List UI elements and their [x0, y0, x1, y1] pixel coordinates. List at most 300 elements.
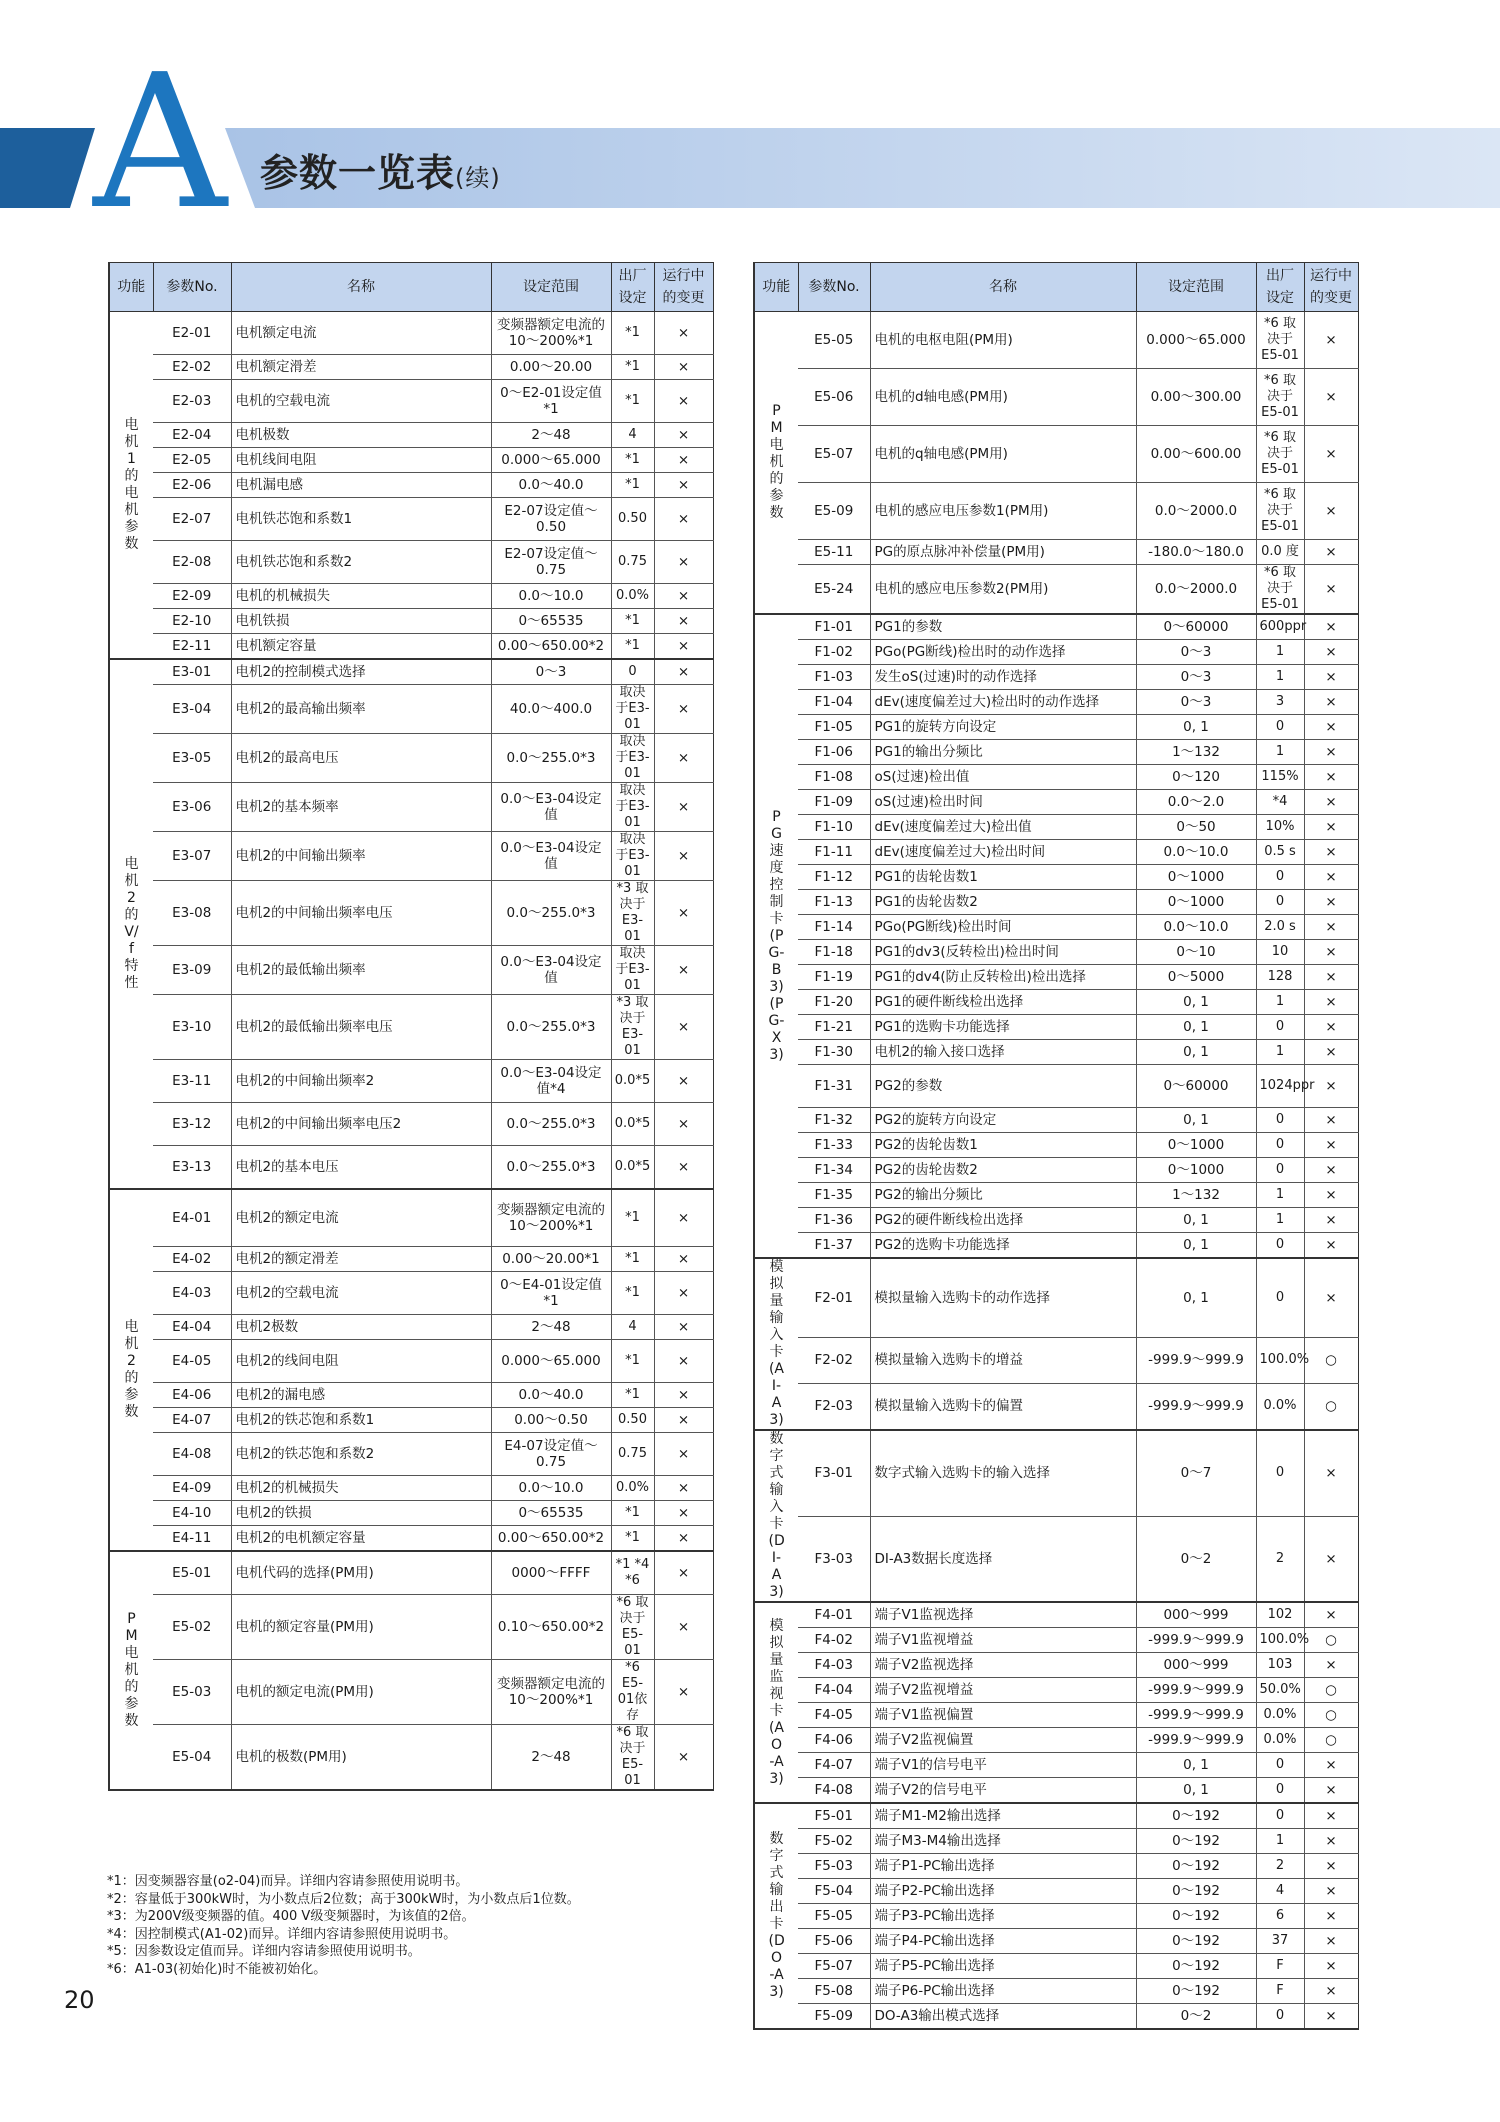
param-default: *1 — [611, 1272, 654, 1315]
param-range: 0.00～20.00 — [491, 355, 611, 380]
param-run-change: × — [1304, 2004, 1358, 2030]
table-row — [109, 685, 713, 734]
param-range: 0.0～40.0 — [491, 1383, 611, 1408]
param-range: 0～60000 — [1136, 614, 1256, 640]
param-run-change: × — [654, 1660, 713, 1725]
param-default: 50.0% — [1256, 1678, 1304, 1703]
param-run-change: × — [1304, 1040, 1358, 1065]
param-run-change: × — [1304, 1803, 1358, 1829]
param-code: E4-06 — [153, 1383, 231, 1408]
table-row — [109, 355, 713, 380]
param-run-change: × — [654, 1408, 713, 1433]
param-range: 0～65535 — [491, 609, 611, 634]
param-range: 0.00～650.00*2 — [491, 1526, 611, 1552]
param-range: 0～E2-01设定值*1 — [491, 380, 611, 423]
param-default: 0 — [1256, 1158, 1304, 1183]
table-row — [109, 1340, 713, 1383]
param-name: 电机2的中间输出频率电压 — [231, 881, 491, 946]
param-range: 0.0～255.0*3 — [491, 734, 611, 783]
table-row — [754, 890, 1358, 915]
param-run-change: × — [1304, 565, 1358, 615]
param-name: 端子P5-PC输出选择 — [870, 1954, 1136, 1979]
col-name: 名称 — [870, 263, 1136, 312]
param-default: 0 — [1256, 1258, 1304, 1338]
table-row — [109, 1315, 713, 1340]
param-code: E3-06 — [153, 783, 231, 832]
param-code: F1-10 — [798, 815, 870, 840]
param-name: 电机额定电流 — [231, 312, 491, 355]
footnote: *6：A1-03(初始化)时不能被初始化。 — [107, 1961, 327, 1977]
param-code: E5-04 — [153, 1725, 231, 1791]
param-code: E3-07 — [153, 832, 231, 881]
param-code: F5-06 — [798, 1929, 870, 1954]
param-name: 电机的感应电压参数2(PM用) — [870, 565, 1136, 615]
param-name: oS(过速)检出时间 — [870, 790, 1136, 815]
param-run-change: × — [1304, 1108, 1358, 1133]
param-code: F1-09 — [798, 790, 870, 815]
param-range: 0, 1 — [1136, 1108, 1256, 1133]
table-row — [754, 740, 1358, 765]
param-range: 0.00～20.00*1 — [491, 1247, 611, 1272]
footnote: *2：容量低于300kW时，为小数点后2位数；高于300kW时，为小数点后1位数。 — [107, 1891, 580, 1907]
param-default: 1024ppr — [1256, 1065, 1304, 1108]
table-row — [754, 865, 1358, 890]
param-code: E4-02 — [153, 1247, 231, 1272]
param-default: 0.0*5 — [611, 1146, 654, 1190]
table-row — [754, 965, 1358, 990]
param-name: PG2的参数 — [870, 1065, 1136, 1108]
param-range: 0～65535 — [491, 1501, 611, 1526]
table-row — [109, 995, 713, 1060]
param-run-change: × — [1304, 690, 1358, 715]
param-default: 0.5 s — [1256, 840, 1304, 865]
param-run-change: × — [1304, 1158, 1358, 1183]
param-name: 电机2的控制模式选择 — [231, 659, 491, 685]
param-range: 0.0～10.0 — [1136, 915, 1256, 940]
param-code: F1-14 — [798, 915, 870, 940]
param-run-change: ○ — [1304, 1728, 1358, 1753]
page-title — [260, 142, 501, 197]
param-default: 10 — [1256, 940, 1304, 965]
param-default: *3 取决于E3-01 — [611, 995, 654, 1060]
param-name: PG1的齿轮齿数1 — [870, 865, 1136, 890]
param-default: *6 取决于E5-01 — [1256, 565, 1304, 615]
param-range: 1～132 — [1136, 1183, 1256, 1208]
table-row — [754, 1979, 1358, 2004]
param-name: PGo(PG断线)检出时的动作选择 — [870, 640, 1136, 665]
table-row — [754, 1208, 1358, 1233]
param-name: 端子P3-PC输出选择 — [870, 1904, 1136, 1929]
param-run-change: × — [1304, 1778, 1358, 1804]
param-name: 电机2的空载电流 — [231, 1272, 491, 1315]
param-code: F5-04 — [798, 1879, 870, 1904]
param-code: F1-11 — [798, 840, 870, 865]
param-name: 端子M3-M4输出选择 — [870, 1829, 1136, 1854]
param-name: 电机铁芯饱和系数1 — [231, 498, 491, 541]
param-run-change: × — [1304, 540, 1358, 565]
param-name: DI-A3数据长度选择 — [870, 1516, 1136, 1602]
param-run-change: × — [1304, 1516, 1358, 1602]
param-range: 0.10～650.00*2 — [491, 1595, 611, 1660]
param-range: -999.9～999.9 — [1136, 1703, 1256, 1728]
table-row — [109, 1526, 713, 1552]
table-row — [109, 1551, 713, 1595]
param-name: PG2的齿轮齿数1 — [870, 1133, 1136, 1158]
param-default: *1 — [611, 1383, 654, 1408]
param-name: 模拟量输入选购卡的偏置 — [870, 1383, 1136, 1430]
param-name: 电机2的额定滑差 — [231, 1247, 491, 1272]
param-range: 000～999 — [1136, 1602, 1256, 1628]
table-row — [109, 1247, 713, 1272]
param-range: -999.9～999.9 — [1136, 1628, 1256, 1653]
param-default: *1 — [611, 1340, 654, 1383]
param-range: 1～132 — [1136, 740, 1256, 765]
footnote: *1：因变频器容量(o2-04)而异。详细内容请参照使用说明书。 — [107, 1874, 469, 1889]
param-default: 2 — [1256, 1854, 1304, 1879]
param-code: F4-05 — [798, 1703, 870, 1728]
param-default: F — [1256, 1979, 1304, 2004]
param-code: F1-18 — [798, 940, 870, 965]
function-group-label — [109, 659, 153, 1189]
col-default: 出厂 设定 — [611, 263, 654, 312]
param-name: 端子V2监视偏置 — [870, 1728, 1136, 1753]
param-code: E5-05 — [798, 312, 870, 369]
param-run-change: × — [654, 1551, 713, 1595]
param-range: 0.0～10.0 — [491, 1476, 611, 1501]
param-default: *6 取决于E5-01 — [1256, 483, 1304, 540]
param-range: 0.0～255.0*3 — [491, 995, 611, 1060]
param-code: E4-10 — [153, 1501, 231, 1526]
table-row — [754, 690, 1358, 715]
function-group-text: 模拟量监视卡(AO-A3) — [768, 1617, 785, 1787]
param-run-change: ○ — [1304, 1703, 1358, 1728]
param-range: 0～2 — [1136, 1516, 1256, 1602]
table-row — [754, 665, 1358, 690]
param-default: 100.0% — [1256, 1628, 1304, 1653]
table-row — [754, 790, 1358, 815]
param-range: E2-07设定值～0.75 — [491, 541, 611, 584]
table-row — [109, 423, 713, 448]
param-name: 电机的电枢电阻(PM用) — [870, 312, 1136, 369]
param-code: E3-01 — [153, 659, 231, 685]
table-row — [754, 1803, 1358, 1829]
param-name: 电机2的中间输出频率2 — [231, 1060, 491, 1103]
param-range: 40.0～400.0 — [491, 685, 611, 734]
table-row — [754, 1233, 1358, 1259]
param-run-change: × — [654, 380, 713, 423]
param-code: E4-08 — [153, 1433, 231, 1476]
table-row — [754, 1065, 1358, 1108]
param-name: 电机2的中间输出频率 — [231, 832, 491, 881]
param-run-change: × — [1304, 1602, 1358, 1628]
param-range: 0.000～65.000 — [491, 1340, 611, 1383]
table-row — [754, 940, 1358, 965]
param-range: 0.0～E3-04设定值 — [491, 783, 611, 832]
param-code: E5-11 — [798, 540, 870, 565]
param-range: 0.0～2.0 — [1136, 790, 1256, 815]
param-default: 0 — [1256, 2004, 1304, 2030]
param-code: E3-12 — [153, 1103, 231, 1146]
param-run-change: × — [1304, 1133, 1358, 1158]
param-run-change: × — [1304, 640, 1358, 665]
param-default: 4 — [611, 423, 654, 448]
param-run-change: ○ — [1304, 1628, 1358, 1653]
table-row — [754, 990, 1358, 1015]
param-default: 0 — [1256, 1778, 1304, 1804]
param-default: *1 — [611, 473, 654, 498]
param-run-change: × — [654, 423, 713, 448]
param-name: 电机线间电阻 — [231, 448, 491, 473]
table-row — [109, 380, 713, 423]
col-range: 设定范围 — [1136, 263, 1256, 312]
param-code: F1-03 — [798, 665, 870, 690]
param-run-change: × — [1304, 614, 1358, 640]
param-run-change: × — [654, 541, 713, 584]
param-name: 电机的q轴电感(PM用) — [870, 426, 1136, 483]
param-name: 电机极数 — [231, 423, 491, 448]
param-range: 0～192 — [1136, 1854, 1256, 1879]
table-row — [109, 881, 713, 946]
param-code: F1-04 — [798, 690, 870, 715]
param-name: 端子V1监视偏置 — [870, 1703, 1136, 1728]
param-run-change: × — [654, 1383, 713, 1408]
table-row — [109, 1595, 713, 1660]
param-code: E2-05 — [153, 448, 231, 473]
table-row — [754, 614, 1358, 640]
param-code: E4-05 — [153, 1340, 231, 1383]
param-range: 0.0～40.0 — [491, 473, 611, 498]
col-func: 功能 — [754, 263, 798, 312]
param-code: E5-24 — [798, 565, 870, 615]
param-default: 4 — [611, 1315, 654, 1340]
param-range: E4-07设定值～0.75 — [491, 1433, 611, 1476]
param-run-change: × — [654, 1725, 713, 1791]
param-name: 电机的机械损失 — [231, 584, 491, 609]
param-run-change: × — [654, 881, 713, 946]
param-name: PGo(PG断线)检出时间 — [870, 915, 1136, 940]
param-default: *3 取决于E3-01 — [611, 881, 654, 946]
param-run-change: × — [1304, 665, 1358, 690]
function-group-text: PM电机的参数 — [769, 403, 784, 521]
param-code: E2-09 — [153, 584, 231, 609]
param-name: DO-A3输出模式选择 — [870, 2004, 1136, 2030]
param-run-change: × — [1304, 1904, 1358, 1929]
param-run-change: × — [1304, 1183, 1358, 1208]
param-run-change: × — [654, 832, 713, 881]
param-range: 0.0～255.0*3 — [491, 881, 611, 946]
param-range: 0～192 — [1136, 1904, 1256, 1929]
param-default: *6 取决于E5-01 — [611, 1595, 654, 1660]
param-default: 取决于E3-01 — [611, 734, 654, 783]
param-run-change: × — [1304, 1954, 1358, 1979]
table-row — [754, 369, 1358, 426]
param-name: 端子V2监视增益 — [870, 1678, 1136, 1703]
param-code: F4-08 — [798, 1778, 870, 1804]
param-run-change: × — [1304, 865, 1358, 890]
table-row — [754, 1108, 1358, 1133]
param-code: E2-10 — [153, 609, 231, 634]
param-code: F4-07 — [798, 1753, 870, 1778]
param-default: *4 — [1256, 790, 1304, 815]
param-range: 变频器额定电流的10～200%*1 — [491, 1660, 611, 1725]
param-code: F1-30 — [798, 1040, 870, 1065]
param-name: PG的原点脉冲补偿量(PM用) — [870, 540, 1136, 565]
param-default: 0.0% — [1256, 1703, 1304, 1728]
param-range: 0～192 — [1136, 1829, 1256, 1854]
table-row — [109, 1189, 713, 1247]
param-run-change: × — [1304, 1929, 1358, 1954]
param-range: 000～999 — [1136, 1653, 1256, 1678]
param-name: PG1的齿轮齿数2 — [870, 890, 1136, 915]
param-run-change: × — [1304, 1015, 1358, 1040]
param-name: 电机漏电感 — [231, 473, 491, 498]
param-default: 0 — [1256, 1108, 1304, 1133]
param-code: E4-03 — [153, 1272, 231, 1315]
param-name: PG2的齿轮齿数2 — [870, 1158, 1136, 1183]
function-group-label — [109, 1189, 153, 1551]
param-run-change: × — [654, 1433, 713, 1476]
param-run-change: × — [1304, 1430, 1358, 1516]
table-row — [754, 1879, 1358, 1904]
param-run-change: ○ — [1304, 1383, 1358, 1430]
param-range: 0, 1 — [1136, 1258, 1256, 1338]
param-name: 电机2极数 — [231, 1315, 491, 1340]
param-run-change: × — [1304, 312, 1358, 369]
param-run-change: × — [1304, 965, 1358, 990]
table-row — [754, 483, 1358, 540]
param-code: E4-09 — [153, 1476, 231, 1501]
param-name: 电机铁芯饱和系数2 — [231, 541, 491, 584]
param-code: F5-08 — [798, 1979, 870, 2004]
param-code: F4-02 — [798, 1628, 870, 1653]
table-row — [754, 1678, 1358, 1703]
param-default: 0 — [1256, 890, 1304, 915]
param-run-change: × — [1304, 915, 1358, 940]
param-default: 0 — [611, 659, 654, 685]
param-run-change: × — [654, 355, 713, 380]
param-name: 电机2的额定电流 — [231, 1189, 491, 1247]
param-default: 0 — [1256, 1015, 1304, 1040]
param-name: 发生oS(过速)时的动作选择 — [870, 665, 1136, 690]
param-name: 电机2的基本频率 — [231, 783, 491, 832]
param-run-change: × — [654, 448, 713, 473]
param-range: 变频器额定电流的10～200%*1 — [491, 1189, 611, 1247]
param-code: E3-09 — [153, 946, 231, 995]
table-row — [754, 1854, 1358, 1879]
table-row — [754, 1133, 1358, 1158]
table-row — [109, 1408, 713, 1433]
table-row — [754, 1516, 1358, 1602]
table-row — [754, 1040, 1358, 1065]
param-default: 0 — [1256, 865, 1304, 890]
table-row — [754, 1015, 1358, 1040]
param-range: 0.0～E3-04设定值 — [491, 832, 611, 881]
param-run-change: × — [654, 1103, 713, 1146]
param-range: E2-07设定值～0.50 — [491, 498, 611, 541]
param-code: E2-07 — [153, 498, 231, 541]
col-func: 功能 — [109, 263, 153, 312]
function-group-label — [754, 614, 798, 1258]
param-range: -999.9～999.9 — [1136, 1678, 1256, 1703]
param-code: E3-13 — [153, 1146, 231, 1190]
param-range: 0.0～2000.0 — [1136, 565, 1256, 615]
param-name: 电机的d轴电感(PM用) — [870, 369, 1136, 426]
table-row — [754, 1338, 1358, 1384]
param-range: 0～E4-01设定值*1 — [491, 1272, 611, 1315]
param-name: 电机2的电机额定容量 — [231, 1526, 491, 1552]
param-name: 电机2的最低输出频率 — [231, 946, 491, 995]
param-code: F1-01 — [798, 614, 870, 640]
param-default: 2.0 s — [1256, 915, 1304, 940]
param-name: PG2的硬件断线检出选择 — [870, 1208, 1136, 1233]
table-row — [754, 640, 1358, 665]
function-group-text: 电机2的参数 — [124, 1319, 139, 1420]
param-code: E5-03 — [153, 1660, 231, 1725]
param-name: 端子P1-PC输出选择 — [870, 1854, 1136, 1879]
param-default: 600ppr — [1256, 614, 1304, 640]
param-range: -999.9～999.9 — [1136, 1338, 1256, 1384]
table-row — [754, 312, 1358, 369]
param-default: 取决于E3-01 — [611, 685, 654, 734]
param-range: 0～5000 — [1136, 965, 1256, 990]
param-name: 电机2的漏电感 — [231, 1383, 491, 1408]
param-name: 电机额定滑差 — [231, 355, 491, 380]
param-default: 0 — [1256, 1233, 1304, 1259]
param-run-change: ○ — [1304, 1678, 1358, 1703]
param-default: *1 — [611, 312, 654, 355]
param-default: *6 取决于E5-01 — [611, 1725, 654, 1791]
param-default: 0.0% — [1256, 1383, 1304, 1430]
param-name: 模拟量输入选购卡的增益 — [870, 1338, 1136, 1384]
table-row — [754, 1258, 1358, 1338]
table-row — [109, 541, 713, 584]
param-run-change: × — [654, 995, 713, 1060]
right-parameter-table — [753, 262, 1359, 2030]
col-run: 运行中 的变更 — [1304, 263, 1358, 312]
table-row — [754, 1728, 1358, 1753]
param-default: 6 — [1256, 1904, 1304, 1929]
table-row — [109, 659, 713, 685]
param-code: F1-05 — [798, 715, 870, 740]
param-code: F1-21 — [798, 1015, 870, 1040]
param-code: F4-01 — [798, 1602, 870, 1628]
param-run-change: × — [654, 659, 713, 685]
param-range: 0～192 — [1136, 1879, 1256, 1904]
param-run-change: × — [1304, 815, 1358, 840]
param-code: F5-09 — [798, 2004, 870, 2030]
param-run-change: × — [1304, 765, 1358, 790]
param-name: 电机2的中间输出频率电压2 — [231, 1103, 491, 1146]
param-range: 0～3 — [491, 659, 611, 685]
param-code: F3-03 — [798, 1516, 870, 1602]
param-name: 电机铁损 — [231, 609, 491, 634]
param-range: 0.0～255.0*3 — [491, 1146, 611, 1190]
param-code: F1-06 — [798, 740, 870, 765]
param-name: 电机代码的选择(PM用) — [231, 1551, 491, 1595]
param-code: E3-04 — [153, 685, 231, 734]
param-default: 0.0*5 — [611, 1060, 654, 1103]
param-name: PG1的输出分频比 — [870, 740, 1136, 765]
table-row — [754, 1703, 1358, 1728]
param-run-change: × — [1304, 1065, 1358, 1108]
param-code: E5-02 — [153, 1595, 231, 1660]
param-default: 取决于E3-01 — [611, 832, 654, 881]
param-range: 2～48 — [491, 423, 611, 448]
col-run: 运行中 的变更 — [654, 263, 713, 312]
param-code: F1-12 — [798, 865, 870, 890]
param-default: *1 — [611, 380, 654, 423]
table-row — [754, 1929, 1358, 1954]
